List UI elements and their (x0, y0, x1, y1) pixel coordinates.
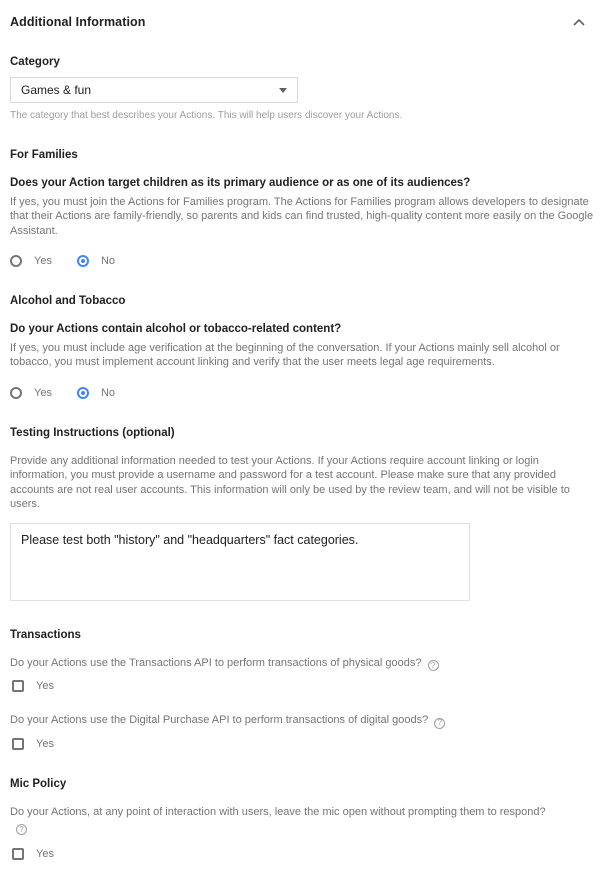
question-text: Do your Actions, at any point of interaction with users, leave the mic open without prompting them to respond? (10, 805, 546, 818)
radio-unchecked-icon[interactable] (10, 255, 22, 267)
radio-label: No (100, 386, 116, 399)
alcohol-tobacco-radio-no[interactable] (77, 387, 115, 399)
triangle-down-icon (279, 88, 287, 93)
transactions-digital-goods-question (10, 713, 562, 729)
transactions-physical-goods-question (10, 656, 562, 672)
panel-header (10, 14, 595, 30)
checkbox-unchecked-icon[interactable] (12, 848, 24, 860)
radio-label: Yes (34, 255, 52, 267)
testing-instructions-section (10, 427, 595, 601)
mic-policy-section (10, 778, 595, 861)
testing-instructions-description: Provide any additional information needed to test your Actions. If your Actions require account linking or login information, you must provide a username and password for a test account. Please make sure that any provided accounts are not real user accounts. This information will only be used by the review team, and will not be visible to users. (10, 454, 570, 510)
transactions-digital-goods-checkbox-row[interactable] (12, 738, 595, 750)
mic-policy-heading: Mic Policy (10, 777, 67, 790)
alcohol-tobacco-radio-yes[interactable] (10, 387, 52, 399)
category-dropdown[interactable] (10, 77, 298, 103)
checkbox-label: Yes (36, 737, 54, 750)
help-icon[interactable]: ? (428, 660, 439, 671)
radio-checked-icon[interactable] (77, 387, 89, 399)
checkbox-unchecked-icon[interactable] (12, 738, 24, 750)
alcohol-tobacco-question: Do your Actions contain alcohol or tobacco-related content? (10, 323, 342, 335)
transactions-physical-goods-block (10, 656, 595, 693)
panel-title: Additional Information (10, 15, 146, 29)
transactions-heading: Transactions (10, 628, 81, 641)
transactions-section (10, 629, 595, 750)
testing-instructions-heading: Testing Instructions (optional) (10, 426, 175, 439)
checkbox-unchecked-icon[interactable] (12, 680, 24, 692)
for-families-section (10, 149, 595, 267)
for-families-question: Does your Action target children as its primary audience or as one of its audiences? (10, 177, 471, 189)
radio-checked-icon[interactable] (77, 255, 89, 267)
for-families-radio-no[interactable] (77, 255, 115, 267)
question-text: Do your Actions use the Digital Purchase API to perform transactions of digital goods? (10, 714, 429, 726)
alcohol-tobacco-section (10, 295, 595, 399)
radio-label: Yes (34, 386, 52, 399)
for-families-radio-group (10, 255, 595, 267)
transactions-physical-goods-checkbox-row[interactable] (12, 680, 595, 692)
checkbox-label: Yes (36, 680, 54, 692)
alcohol-tobacco-heading: Alcohol and Tobacco (10, 295, 126, 307)
help-icon[interactable]: ? (16, 824, 27, 835)
category-helper-text: The category that best describes your Actions. This will help users discover your Actions. (10, 110, 403, 121)
chevron-up-icon (573, 19, 585, 26)
category-label: Category (10, 56, 60, 68)
checkbox-label: Yes (36, 848, 54, 860)
transactions-digital-goods-block (10, 713, 595, 750)
collapse-section-button[interactable] (569, 14, 589, 30)
alcohol-tobacco-radio-group (10, 387, 595, 399)
mic-policy-question (10, 805, 562, 836)
category-field (10, 56, 595, 121)
category-dropdown-value: Games & fun (21, 83, 92, 97)
for-families-radio-yes[interactable] (10, 255, 52, 267)
for-families-heading: For Families (10, 149, 78, 161)
for-families-description: If yes, you must join the Actions for Families program. The Actions for Families program allows developers to designate that their Actions are family-friendly, so parents and kids can find trusted, high-quality content more easily on the Google Assistant. (10, 195, 594, 237)
radio-unchecked-icon[interactable] (10, 387, 22, 399)
radio-label: No (100, 255, 116, 267)
help-icon[interactable]: ? (434, 718, 445, 729)
testing-instructions-input[interactable] (10, 523, 470, 601)
mic-policy-checkbox-row[interactable] (12, 848, 595, 860)
question-text: Do your Actions use the Transactions API to perform transactions of physical goods? (10, 656, 422, 669)
alcohol-tobacco-description: If yes, you must include age verification at the beginning of the conversation. If your Actions mainly sell alcohol or tobacco, you must implement account linking and verify that the user meets legal age requirements. (10, 341, 560, 368)
